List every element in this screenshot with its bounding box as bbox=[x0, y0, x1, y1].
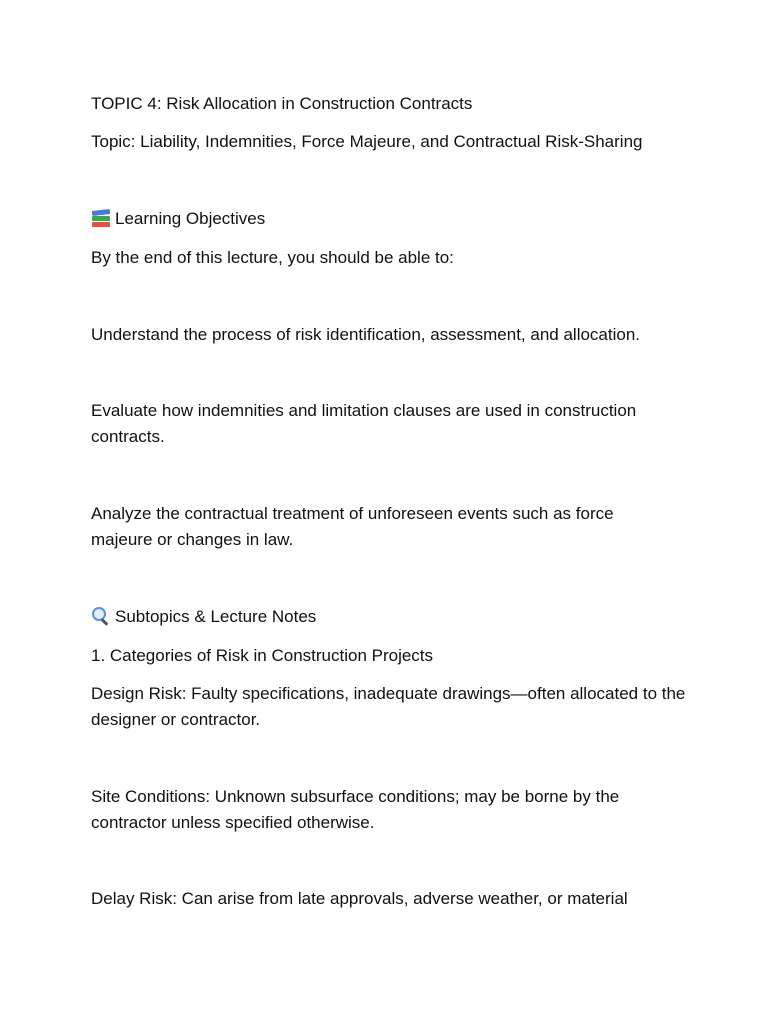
learning-objectives-heading bbox=[91, 206, 691, 232]
books-icon bbox=[91, 209, 111, 227]
risk-item: Delay Risk: Can arise from late approvals, adverse weather, or material bbox=[91, 889, 628, 908]
section-1-title: 1. Categories of Risk in Construction Projects bbox=[91, 646, 434, 665]
magnifier-icon bbox=[91, 607, 111, 625]
subtopics-heading-text: Subtopics & Lecture Notes bbox=[115, 607, 317, 626]
objective-item: Understand the process of risk identification, assessment, and allocation. bbox=[91, 325, 641, 344]
learning-objectives-heading-text: Learning Objectives bbox=[115, 209, 266, 228]
subtopics-heading bbox=[91, 604, 691, 630]
objective-item: Analyze the contractual treatment of unforeseen events such as force majeure or changes in law. bbox=[91, 504, 614, 549]
risk-item: Design Risk: Faulty specifications, inadequate drawings—often allocated to the designer or contractor. bbox=[91, 684, 686, 729]
document-title: TOPIC 4: Risk Allocation in Construction Contracts bbox=[91, 94, 473, 113]
objective-item: Evaluate how indemnities and limitation clauses are used in construction contracts. bbox=[91, 401, 637, 446]
objectives-intro: By the end of this lecture, you should be able to: bbox=[91, 248, 454, 267]
risk-item: Site Conditions: Unknown subsurface conditions; may be borne by the contractor unless specified otherwise. bbox=[91, 787, 620, 832]
topic-line: Topic: Liability, Indemnities, Force Majeure, and Contractual Risk-Sharing bbox=[91, 132, 643, 151]
